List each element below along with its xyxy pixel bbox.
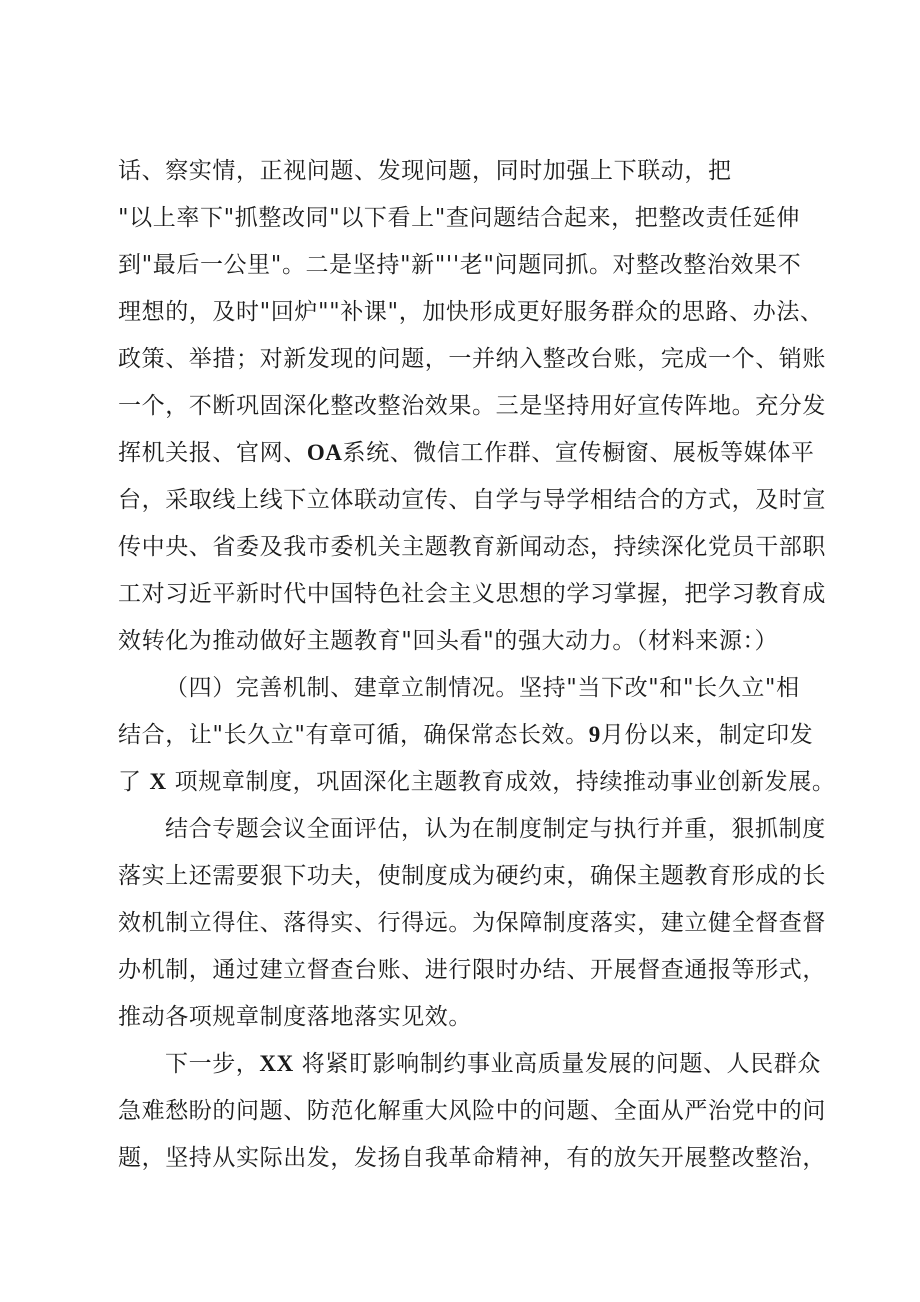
paragraph-line: 急难愁盼的问题、防范化解重大风险中的问题、全面从严治党中的问 [118, 1098, 826, 1124]
paragraph-line: 工对习近平新时代中国特色社会主义思想的学习掌握，把学习教育成 [118, 581, 826, 607]
paragraph-line: "以上率下"抓整改同"以下看上"查问题结合起来，把整改责任延伸 [118, 205, 800, 231]
paragraph-line: 台，采取线上线下立体联动宣传、自学与导学相结合的方式，及时宣 [118, 487, 826, 513]
section-heading-line: （四）完善机制、建章立制情况。坚持"当下改"和"长久立"相 [165, 675, 800, 701]
paragraph-line: 效转化为推动做好主题教育"回头看"的强大动力。（材料来源：） [118, 628, 779, 654]
paragraph-line: 结合专题会议全面评估，认为在制度制定与执行并重，狠抓制度 [165, 816, 826, 842]
paragraph-line: 到"最后一公里"。二是坚持"新"''老"问题同抓。对整改整治效果不 [118, 252, 802, 278]
paragraph-line: 下一步，XX 将紧盯影响制约事业高质量发展的问题、人民群众 [165, 1051, 821, 1077]
bold-term: X [149, 769, 167, 794]
paragraph-line: 一个，不断巩固深化整改整治效果。三是坚持用好宣传阵地。充分发 [118, 393, 826, 419]
paragraph-line: 了 X 项规章制度，巩固深化主题教育成效，持续推动事业创新发展。 [118, 769, 836, 795]
paragraph-line: 推动各项规章制度落地落实见效。 [118, 1004, 472, 1030]
paragraph-line: 挥机关报、官网、OA系统、微信工作群、宣传橱窗、展板等媒体平 [118, 440, 815, 466]
bold-term: OA [306, 440, 343, 465]
paragraph-line: 理想的，及时"回炉""补课"，加快形成更好服务群众的思路、办法、 [118, 299, 824, 325]
paragraph-line: 传中央、省委及我市委机关主题教育新闻动态，持续深化党员干部职 [118, 534, 826, 560]
paragraph-line: 题，坚持从实际出发，发扬自我革命精神，有的放矢开展整改整治， [118, 1145, 826, 1171]
paragraph-line: 办机制，通过建立督查台账、进行限时办结、开展督查通报等形式， [118, 957, 826, 983]
paragraph-line: 落实上还需要狠下功夫，使制度成为硬约束，确保主题教育形成的长 [118, 863, 826, 889]
paragraph-line: 话、察实情，正视问题、发现问题，同时加强上下联动，把 [118, 158, 732, 184]
paragraph-line: 政策、举措；对新发现的问题，一并纳入整改台账，完成一个、销账 [118, 346, 826, 372]
bold-number: 9 [588, 722, 601, 747]
paragraph-line: 效机制立得住、落得实、行得远。为保障制度落实，建立健全督查督 [118, 910, 826, 936]
bold-term: XX [259, 1051, 294, 1076]
paragraph-line: 结合，让"长久立"有章可循，确保常态长效。9月份以来，制定印发 [118, 722, 814, 748]
